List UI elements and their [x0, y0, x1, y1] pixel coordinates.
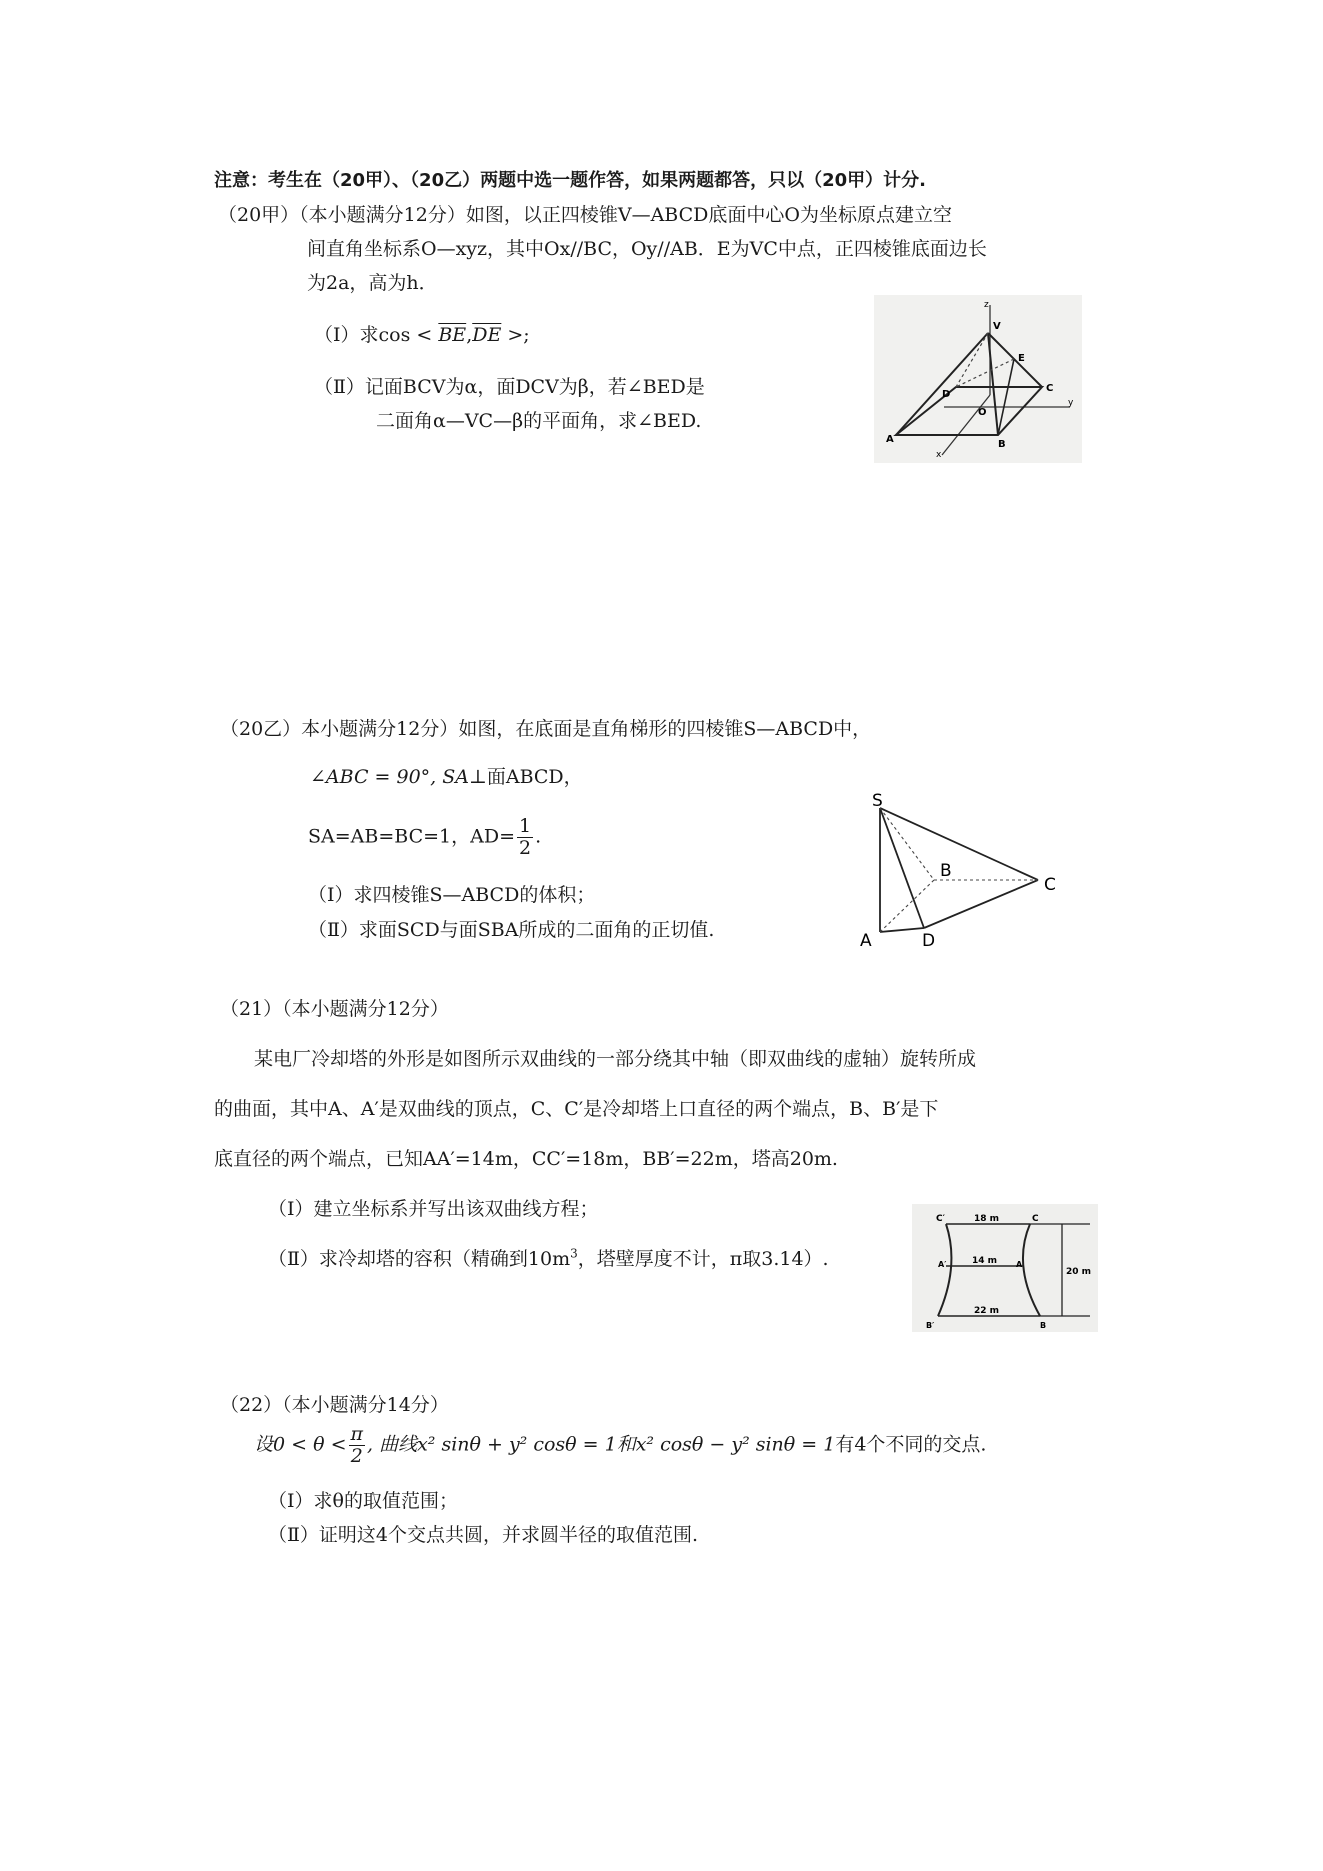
fraction-one-half [517, 816, 533, 859]
label-b-prime: B′ [926, 1321, 935, 1330]
problem-22-question-2: （Ⅱ）证明这4个交点共圆，并求圆半径的取值范围. [268, 1524, 699, 1546]
label-o: O [978, 407, 987, 418]
label-d: D [942, 389, 951, 400]
problem-21-title: （21）（本小题满分12分） [220, 998, 449, 1020]
edge-sb [880, 808, 934, 880]
problem-21-question-1: （Ⅰ）建立坐标系并写出该双曲线方程； [268, 1198, 599, 1220]
label-a: A [1016, 1260, 1023, 1269]
problem-22-condition [254, 1424, 986, 1467]
label-a: A [886, 434, 894, 445]
label-c: C [1044, 875, 1056, 895]
label-x: x [936, 450, 942, 460]
label-v: V [993, 321, 1001, 332]
condition-2-prefix: SA=AB=BC=1，AD= [308, 825, 515, 848]
label-a-prime: A′ [938, 1260, 947, 1269]
fraction-pi-over-2 [349, 1424, 366, 1467]
edge-dc [924, 880, 1038, 928]
label-c-prime: C′ [936, 1214, 945, 1224]
label-d: D [922, 931, 936, 950]
angle-condition: ∠ABC = 90°, SA⊥ [310, 766, 487, 788]
label-22m: 22 m [974, 1306, 1000, 1316]
problem-21-line-3: 底直径的两个端点，已知AA′=14m，CC′=18m，BB′=22m，塔高20m. [214, 1148, 838, 1170]
edge-sc [880, 808, 1038, 880]
problem-20b-question-1: （Ⅰ）求四棱锥S—ABCD的体积； [308, 884, 596, 906]
q1-prefix: （Ⅰ）求cos < [314, 324, 433, 346]
fraction-numerator: 1 [519, 815, 532, 837]
label-s: S [872, 791, 883, 811]
pyramid-figure [874, 295, 1082, 463]
label-18m: 18 m [974, 1214, 1000, 1224]
figure-background [874, 295, 1082, 463]
problem-22-title: （22）（本小题满分14分） [220, 1394, 449, 1416]
label-14m: 14 m [972, 1256, 998, 1266]
unit-exponent: 3 [570, 1246, 578, 1261]
edge-ad [880, 928, 924, 932]
problem-21-question-2 [268, 1244, 829, 1271]
label-20m: 20 m [1066, 1267, 1092, 1277]
label-b: B [940, 861, 952, 881]
problem-20a-intro-2: 间直角坐标系O—xyz，其中Ox//BC，Oy//AB．E为VC中点，正四棱锥底面边长 [307, 238, 987, 260]
condition-2-suffix: . [535, 825, 542, 848]
label-b: B [1040, 1321, 1047, 1330]
problem-20b-intro: （20乙）本小题满分12分）如图，在底面是直角梯形的四棱锥S—ABCD中， [220, 718, 872, 740]
problem-21-line-2: 的曲面，其中A、A′是双曲线的顶点，C、C′是冷却塔上口直径的两个端点，B、B′是下 [214, 1098, 939, 1120]
label-b: B [998, 439, 1006, 450]
problem-20a-question-2-line-2: 二面角α—VC—β的平面角，求∠BED. [376, 410, 702, 432]
trapezoid-pyramid-figure [856, 790, 1076, 950]
label-c: C [1046, 383, 1054, 394]
fraction-denominator: 2 [519, 836, 532, 859]
cooling-tower-figure [912, 1204, 1098, 1332]
theta-range-prefix: 设0 < θ < [254, 1433, 347, 1456]
label-z: z [984, 300, 989, 310]
label-c: C [1032, 1214, 1039, 1224]
question-2-prefix: （Ⅱ）求冷却塔的容积（精确到10m [268, 1248, 571, 1270]
q1-suffix: >; [507, 324, 530, 346]
vector-de: $\overline{DE}$ [472, 324, 502, 346]
problem-20a-question-2-line-1: （Ⅱ）记面BCV为α，面DCV为β，若∠BED是 [314, 376, 705, 398]
curve-equations: , 曲线x² sinθ + y² cosθ = 1和x² cosθ − y² sinθ = 1 [367, 1433, 836, 1456]
fraction-denominator: 2 [350, 1444, 363, 1467]
problem-21-line-1: 某电厂冷却塔的外形是如图所示双曲线的一部分绕其中轴（即双曲线的虚轴）旋转所成 [254, 1048, 977, 1070]
problem-20b-question-2: （Ⅱ）求面SCD与面SBA所成的二面角的正切值. [308, 919, 715, 941]
edge-ab [880, 880, 934, 932]
label-y: y [1068, 398, 1074, 408]
exam-notice: 注意：考生在（20甲）、（20乙）两题中选一题作答，如果两题都答，只以（20甲）计分. [214, 170, 926, 191]
question-2-suffix: ，塔壁厚度不计，π取3.14）. [577, 1248, 829, 1270]
fraction-numerator: π [350, 1423, 363, 1445]
problem-20a-intro-3: 为2a，高为h． [307, 272, 438, 294]
condition-1-rest: 面ABCD， [486, 766, 583, 788]
problem-20a-intro-1: （20甲）（本小题满分12分）如图，以正四棱锥V—ABCD底面中心O为坐标原点建立空 [218, 204, 952, 226]
label-e: E [1018, 353, 1025, 364]
problem-22-question-1: （Ⅰ）求θ的取值范围； [268, 1490, 458, 1512]
problem-20a-question-1 [314, 320, 530, 347]
problem-20b-condition-1 [310, 762, 583, 789]
label-a: A [860, 931, 872, 950]
vector-be: $\overline{BE}$ [438, 324, 467, 346]
problem-20b-condition-2 [308, 816, 541, 859]
condition-suffix: 有4个不同的交点. [835, 1433, 987, 1456]
vector-comma: , [466, 324, 473, 346]
